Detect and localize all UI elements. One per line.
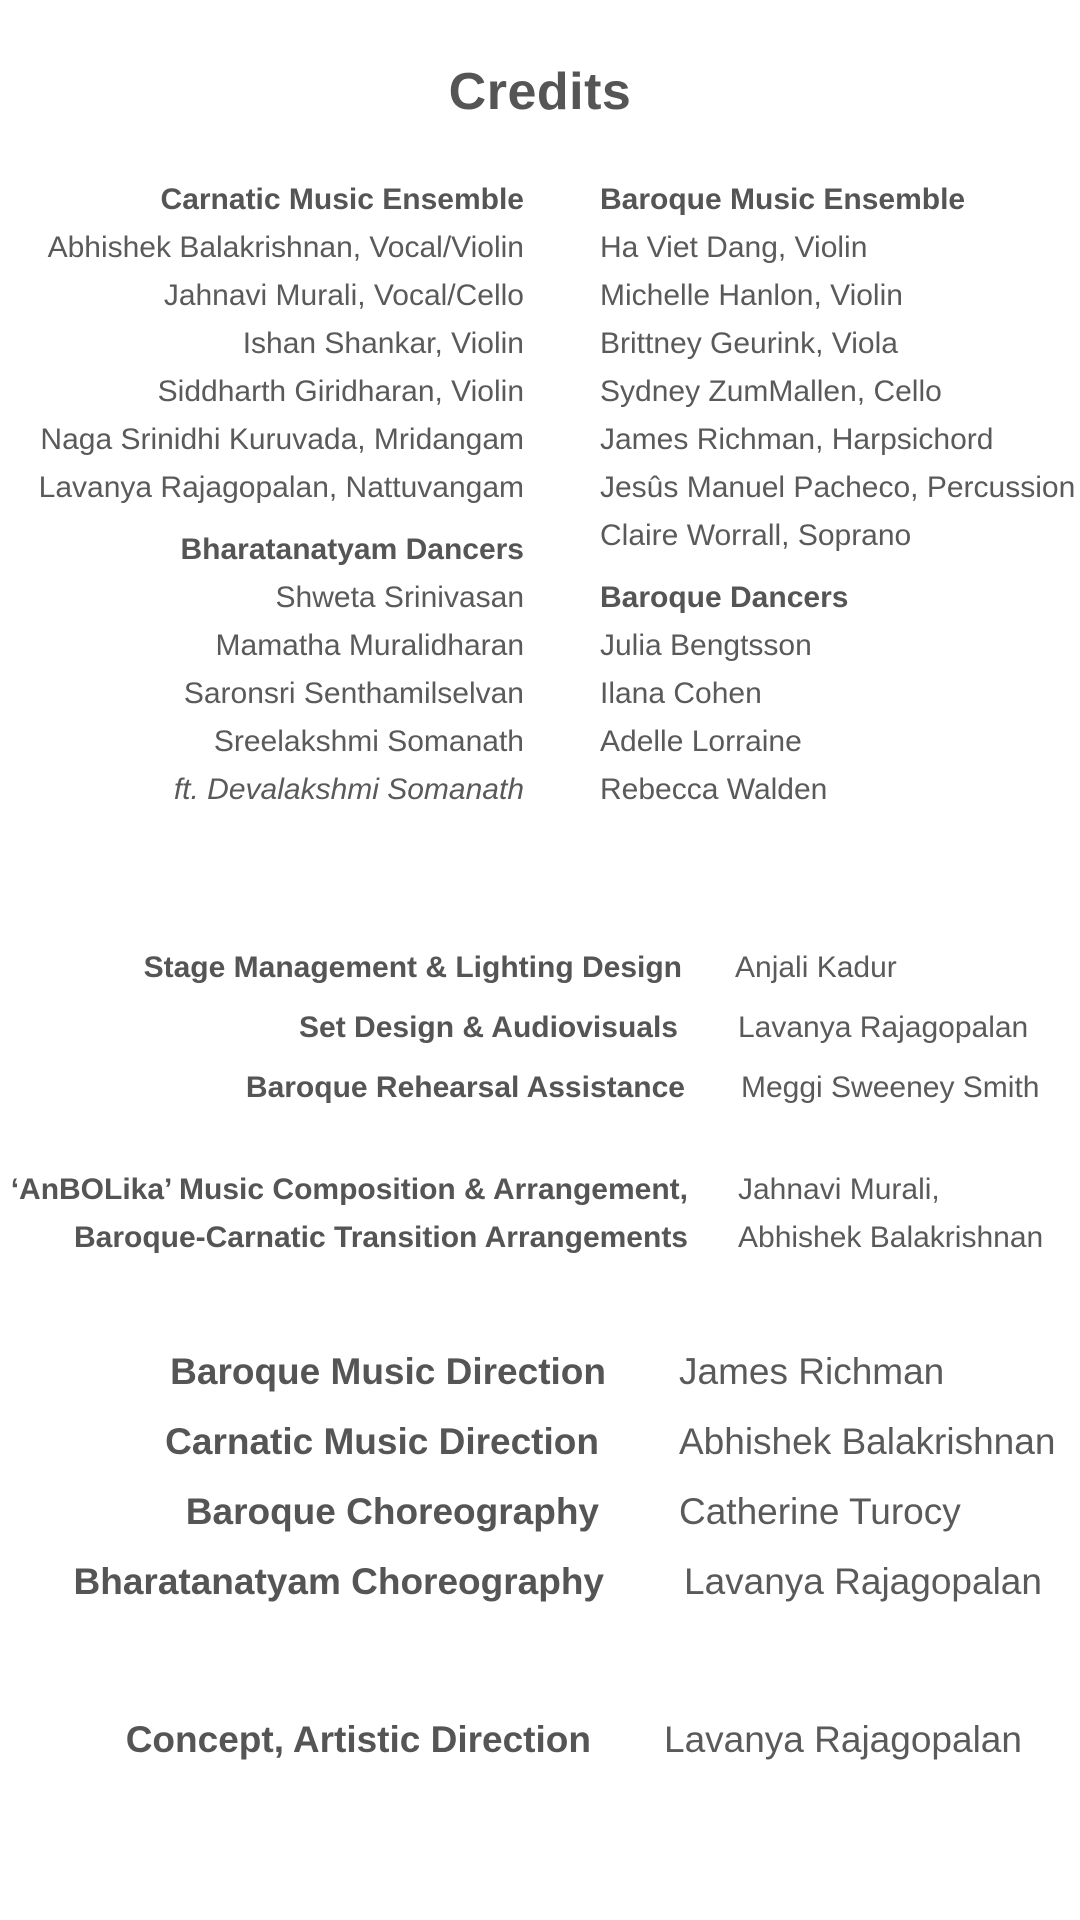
baroque-member: Claire Worrall, Soprano: [600, 519, 912, 552]
direction-name: Abhishek Balakrishnan: [679, 1421, 1056, 1462]
arrangement-name-line2: Abhishek Balakrishnan: [738, 1221, 1044, 1254]
bharatanatyam-dancer: Sreelakshmi Somanath: [213, 725, 524, 758]
carnatic-member: Siddharth Giridharan, Violin: [157, 375, 524, 408]
baroque-member: Ha Viet Dang, Violin: [600, 231, 868, 264]
bharatanatyam-dancer: Mamatha Muralidharan: [215, 629, 524, 662]
carnatic-member: Naga Srinidhi Kuruvada, Mridangam: [40, 423, 524, 456]
production-role: Set Design & Audiovisuals: [299, 1011, 678, 1044]
carnatic-member: Lavanya Rajagopalan, Nattuvangam: [38, 471, 524, 504]
arrangement-role-line1: ‘AnBOLika’ Music Composition & Arrangement,: [10, 1173, 688, 1206]
baroque-dancer: Julia Bengtsson: [600, 629, 812, 662]
direction-name: Catherine Turocy: [679, 1491, 961, 1532]
direction-role: Carnatic Music Direction: [165, 1421, 599, 1462]
page-title: Credits: [448, 63, 632, 121]
arrangement-name-line1: Jahnavi Murali,: [738, 1173, 940, 1206]
baroque-member: Brittney Geurink, Viola: [600, 327, 898, 360]
baroque-member: Sydney ZumMallen, Cello: [600, 375, 942, 408]
baroque-dancer: Rebecca Walden: [600, 773, 828, 806]
direction-role: Bharatanatyam Choreography: [73, 1561, 604, 1602]
right-credits-column: [600, 176, 1075, 814]
production-name: Anjali Kadur: [735, 951, 897, 984]
carnatic-member: Abhishek Balakrishnan, Vocal/Violin: [47, 231, 524, 264]
production-name: Meggi Sweeney Smith: [741, 1071, 1040, 1104]
bharatanatyam-dancers-heading: Bharatanatyam Dancers: [180, 533, 524, 566]
carnatic-member: Jahnavi Murali, Vocal/Cello: [163, 279, 524, 312]
left-credits-column: [39, 176, 524, 814]
baroque-dancer: Ilana Cohen: [600, 677, 762, 710]
baroque-member: James Richman, Harpsichord: [600, 423, 994, 456]
direction-role: Baroque Music Direction: [170, 1351, 606, 1392]
concept-name: Lavanya Rajagopalan: [664, 1719, 1022, 1760]
bharatanatyam-dancer: Shweta Srinivasan: [275, 581, 524, 614]
baroque-ensemble-heading: Baroque Music Ensemble: [600, 183, 966, 216]
direction-name: Lavanya Rajagopalan: [684, 1561, 1042, 1602]
production-role: Baroque Rehearsal Assistance: [245, 1071, 685, 1104]
baroque-dancers-heading: Baroque Dancers: [600, 581, 849, 614]
carnatic-ensemble-heading: Carnatic Music Ensemble: [160, 183, 524, 216]
arrangement-role-line2: Baroque-Carnatic Transition Arrangements: [73, 1221, 688, 1254]
bharatanatyam-dancer: Saronsri Senthamilselvan: [183, 677, 524, 710]
carnatic-member: Ishan Shankar, Violin: [242, 327, 524, 360]
baroque-member: Michelle Hanlon, Violin: [600, 279, 903, 312]
production-role: Stage Management & Lighting Design: [143, 951, 682, 984]
direction-role: Baroque Choreography: [185, 1491, 599, 1532]
bharatanatyam-dancer-featured: ft. Devalakshmi Somanath: [173, 773, 524, 806]
direction-name: James Richman: [679, 1351, 945, 1392]
concept-role: Concept, Artistic Direction: [125, 1719, 591, 1760]
baroque-dancer: Adelle Lorraine: [600, 725, 802, 758]
production-name: Lavanya Rajagopalan: [738, 1011, 1029, 1044]
baroque-member: Jesûs Manuel Pacheco, Percussion: [600, 471, 1076, 504]
